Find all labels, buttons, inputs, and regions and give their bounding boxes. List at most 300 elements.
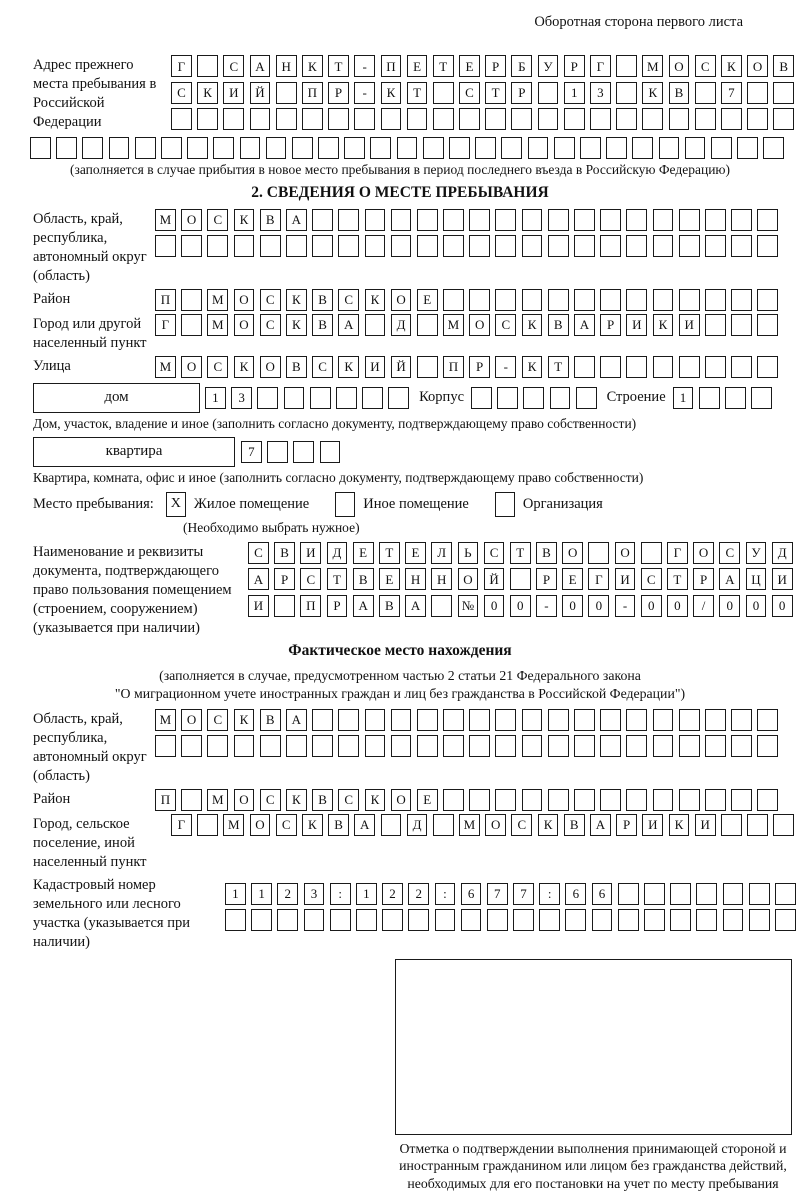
char-cell[interactable]: В <box>669 82 690 104</box>
char-cell[interactable] <box>653 356 674 378</box>
char-cell[interactable]: П <box>300 595 321 617</box>
char-cell[interactable] <box>574 356 595 378</box>
char-cell[interactable]: 2 <box>277 883 298 905</box>
char-cell[interactable] <box>187 137 208 159</box>
char-cell[interactable]: 0 <box>746 595 767 617</box>
char-cell[interactable]: Г <box>171 55 192 77</box>
char-cell[interactable]: Г <box>667 542 688 564</box>
char-cell[interactable] <box>312 235 333 257</box>
char-cell[interactable]: К <box>286 314 307 336</box>
char-cell[interactable] <box>679 735 700 757</box>
char-cell[interactable] <box>653 289 674 311</box>
char-cell[interactable] <box>757 789 778 811</box>
char-cell[interactable] <box>362 387 383 409</box>
char-cell[interactable]: О <box>669 55 690 77</box>
char-cell[interactable] <box>382 909 403 931</box>
char-cell[interactable]: О <box>391 789 412 811</box>
char-cell[interactable]: О <box>181 709 202 731</box>
char-cell[interactable]: Р <box>564 55 585 77</box>
char-cell[interactable]: Г <box>588 568 609 590</box>
char-cell[interactable] <box>731 709 752 731</box>
char-cell[interactable] <box>600 356 621 378</box>
char-cell[interactable]: С <box>300 568 321 590</box>
char-cell[interactable] <box>679 709 700 731</box>
char-cell[interactable] <box>417 735 438 757</box>
char-cell[interactable] <box>338 735 359 757</box>
char-cell[interactable] <box>522 789 543 811</box>
char-cell[interactable]: - <box>615 595 636 617</box>
char-cell[interactable]: Т <box>667 568 688 590</box>
char-cell[interactable] <box>338 235 359 257</box>
char-cell[interactable]: 0 <box>719 595 740 617</box>
char-cell[interactable]: Е <box>417 789 438 811</box>
char-cell[interactable]: М <box>443 314 464 336</box>
prev-address-cells-row-2[interactable] <box>171 82 794 104</box>
char-cell[interactable] <box>731 235 752 257</box>
char-cell[interactable] <box>653 735 674 757</box>
char-cell[interactable]: С <box>338 289 359 311</box>
checkbox-organization[interactable] <box>495 492 515 517</box>
char-cell[interactable] <box>391 235 412 257</box>
char-cell[interactable]: М <box>642 55 663 77</box>
char-cell[interactable] <box>653 235 674 257</box>
char-cell[interactable]: 0 <box>510 595 531 617</box>
char-cell[interactable]: К <box>234 209 255 231</box>
char-cell[interactable] <box>449 137 470 159</box>
char-cell[interactable]: К <box>365 289 386 311</box>
char-cell[interactable] <box>574 209 595 231</box>
char-cell[interactable]: Р <box>328 82 349 104</box>
char-cell[interactable] <box>554 137 575 159</box>
char-cell[interactable] <box>749 883 770 905</box>
char-cell[interactable]: О <box>260 356 281 378</box>
char-cell[interactable]: С <box>207 709 228 731</box>
char-cell[interactable] <box>433 82 454 104</box>
char-cell[interactable] <box>747 82 768 104</box>
char-cell[interactable] <box>286 235 307 257</box>
char-cell[interactable] <box>501 137 522 159</box>
char-cell[interactable]: О <box>458 568 479 590</box>
document-cells-row-3[interactable] <box>248 595 793 617</box>
char-cell[interactable] <box>653 709 674 731</box>
char-cell[interactable]: О <box>693 542 714 564</box>
char-cell[interactable]: Р <box>693 568 714 590</box>
region-2-cells-row-2[interactable] <box>155 735 778 757</box>
char-cell[interactable] <box>548 789 569 811</box>
char-cell[interactable]: В <box>564 814 585 836</box>
district-cells-row[interactable] <box>155 289 778 311</box>
char-cell[interactable]: - <box>536 595 557 617</box>
char-cell[interactable]: В <box>274 542 295 564</box>
char-cell[interactable]: И <box>300 542 321 564</box>
char-cell[interactable]: К <box>669 814 690 836</box>
char-cell[interactable] <box>388 387 409 409</box>
char-cell[interactable]: И <box>365 356 386 378</box>
char-cell[interactable]: К <box>642 82 663 104</box>
char-cell[interactable] <box>365 209 386 231</box>
char-cell[interactable]: Р <box>616 814 637 836</box>
char-cell[interactable]: С <box>260 314 281 336</box>
char-cell[interactable] <box>574 289 595 311</box>
char-cell[interactable]: - <box>354 55 375 77</box>
apartment-cells[interactable] <box>241 441 340 463</box>
char-cell[interactable] <box>181 235 202 257</box>
char-cell[interactable]: Ц <box>746 568 767 590</box>
char-cell[interactable]: : <box>330 883 351 905</box>
char-cell[interactable]: Й <box>391 356 412 378</box>
char-cell[interactable]: Ь <box>458 542 479 564</box>
char-cell[interactable] <box>731 209 752 231</box>
char-cell[interactable]: И <box>695 814 716 836</box>
char-cell[interactable]: В <box>536 542 557 564</box>
char-cell[interactable] <box>723 909 744 931</box>
char-cell[interactable]: А <box>354 814 375 836</box>
char-cell[interactable] <box>250 108 271 130</box>
char-cell[interactable] <box>469 789 490 811</box>
char-cell[interactable]: С <box>260 789 281 811</box>
char-cell[interactable]: С <box>276 814 297 836</box>
char-cell[interactable]: А <box>574 314 595 336</box>
char-cell[interactable] <box>705 356 726 378</box>
char-cell[interactable]: О <box>234 289 255 311</box>
char-cell[interactable]: - <box>495 356 516 378</box>
char-cell[interactable] <box>705 789 726 811</box>
char-cell[interactable]: А <box>405 595 426 617</box>
char-cell[interactable] <box>485 108 506 130</box>
char-cell[interactable] <box>274 595 295 617</box>
char-cell[interactable] <box>328 108 349 130</box>
char-cell[interactable]: О <box>469 314 490 336</box>
char-cell[interactable]: С <box>338 789 359 811</box>
char-cell[interactable]: С <box>248 542 269 564</box>
char-cell[interactable] <box>522 709 543 731</box>
char-cell[interactable] <box>330 909 351 931</box>
char-cell[interactable]: С <box>171 82 192 104</box>
char-cell[interactable]: С <box>511 814 532 836</box>
char-cell[interactable] <box>320 441 341 463</box>
char-cell[interactable] <box>469 209 490 231</box>
char-cell[interactable]: К <box>286 789 307 811</box>
char-cell[interactable] <box>600 789 621 811</box>
char-cell[interactable]: 0 <box>588 595 609 617</box>
char-cell[interactable]: Е <box>459 55 480 77</box>
char-cell[interactable] <box>696 883 717 905</box>
house-number-cells[interactable] <box>205 387 409 409</box>
char-cell[interactable] <box>417 314 438 336</box>
char-cell[interactable]: Е <box>417 289 438 311</box>
char-cell[interactable] <box>171 108 192 130</box>
char-cell[interactable] <box>749 909 770 931</box>
char-cell[interactable]: И <box>679 314 700 336</box>
char-cell[interactable]: О <box>562 542 583 564</box>
region-2-cells-row-1[interactable] <box>155 709 778 731</box>
char-cell[interactable] <box>197 55 218 77</box>
char-cell[interactable] <box>135 137 156 159</box>
city-2-cells-row[interactable] <box>171 814 794 836</box>
char-cell[interactable] <box>370 137 391 159</box>
char-cell[interactable] <box>538 108 559 130</box>
char-cell[interactable]: : <box>539 883 560 905</box>
char-cell[interactable] <box>548 735 569 757</box>
char-cell[interactable] <box>276 108 297 130</box>
char-cell[interactable] <box>408 909 429 931</box>
char-cell[interactable] <box>391 209 412 231</box>
stroenie-cells[interactable] <box>673 387 772 409</box>
char-cell[interactable]: И <box>642 814 663 836</box>
char-cell[interactable] <box>757 209 778 231</box>
char-cell[interactable]: О <box>181 356 202 378</box>
char-cell[interactable] <box>685 137 706 159</box>
char-cell[interactable]: 1 <box>673 387 694 409</box>
char-cell[interactable] <box>495 735 516 757</box>
char-cell[interactable]: Т <box>328 55 349 77</box>
char-cell[interactable] <box>417 709 438 731</box>
char-cell[interactable] <box>775 909 796 931</box>
char-cell[interactable] <box>574 235 595 257</box>
char-cell[interactable] <box>600 709 621 731</box>
char-cell[interactable] <box>511 108 532 130</box>
char-cell[interactable]: Р <box>485 55 506 77</box>
char-cell[interactable]: Е <box>562 568 583 590</box>
char-cell[interactable]: О <box>615 542 636 564</box>
char-cell[interactable]: Л <box>431 542 452 564</box>
char-cell[interactable] <box>679 289 700 311</box>
char-cell[interactable] <box>737 137 758 159</box>
char-cell[interactable] <box>260 235 281 257</box>
char-cell[interactable]: В <box>379 595 400 617</box>
char-cell[interactable]: Г <box>155 314 176 336</box>
char-cell[interactable] <box>495 289 516 311</box>
char-cell[interactable]: М <box>459 814 480 836</box>
char-cell[interactable] <box>626 209 647 231</box>
char-cell[interactable] <box>365 314 386 336</box>
char-cell[interactable] <box>155 235 176 257</box>
char-cell[interactable] <box>731 789 752 811</box>
char-cell[interactable] <box>344 137 365 159</box>
char-cell[interactable]: 6 <box>565 883 586 905</box>
char-cell[interactable] <box>495 789 516 811</box>
char-cell[interactable]: Т <box>407 82 428 104</box>
char-cell[interactable] <box>590 108 611 130</box>
korpus-cells[interactable] <box>471 387 597 409</box>
district-2-cells-row[interactable] <box>155 789 778 811</box>
char-cell[interactable] <box>181 789 202 811</box>
char-cell[interactable]: 7 <box>487 883 508 905</box>
char-cell[interactable]: С <box>207 209 228 231</box>
char-cell[interactable] <box>433 108 454 130</box>
prev-address-cells-row-3[interactable] <box>171 108 794 130</box>
char-cell[interactable]: У <box>538 55 559 77</box>
char-cell[interactable]: В <box>312 289 333 311</box>
char-cell[interactable] <box>513 909 534 931</box>
char-cell[interactable] <box>618 909 639 931</box>
char-cell[interactable] <box>751 387 772 409</box>
char-cell[interactable] <box>267 441 288 463</box>
char-cell[interactable] <box>197 108 218 130</box>
char-cell[interactable]: Р <box>536 568 557 590</box>
char-cell[interactable] <box>757 289 778 311</box>
char-cell[interactable] <box>381 814 402 836</box>
char-cell[interactable] <box>312 735 333 757</box>
char-cell[interactable]: П <box>302 82 323 104</box>
char-cell[interactable] <box>181 735 202 757</box>
char-cell[interactable] <box>616 82 637 104</box>
char-cell[interactable] <box>365 235 386 257</box>
char-cell[interactable] <box>495 209 516 231</box>
char-cell[interactable] <box>469 235 490 257</box>
char-cell[interactable] <box>497 387 518 409</box>
char-cell[interactable]: 0 <box>641 595 662 617</box>
char-cell[interactable] <box>679 235 700 257</box>
char-cell[interactable] <box>626 709 647 731</box>
char-cell[interactable]: Е <box>353 542 374 564</box>
char-cell[interactable] <box>548 289 569 311</box>
document-cells-row-2[interactable] <box>248 568 793 590</box>
checkbox-residential[interactable]: X <box>166 492 186 517</box>
char-cell[interactable] <box>286 735 307 757</box>
char-cell[interactable]: О <box>250 814 271 836</box>
char-cell[interactable]: 0 <box>562 595 583 617</box>
char-cell[interactable] <box>397 137 418 159</box>
char-cell[interactable] <box>731 314 752 336</box>
char-cell[interactable] <box>679 356 700 378</box>
char-cell[interactable]: Т <box>327 568 348 590</box>
char-cell[interactable] <box>443 735 464 757</box>
char-cell[interactable]: И <box>248 595 269 617</box>
char-cell[interactable] <box>574 735 595 757</box>
char-cell[interactable]: О <box>181 209 202 231</box>
checkbox-other-premises[interactable] <box>335 492 355 517</box>
char-cell[interactable]: И <box>772 568 793 590</box>
char-cell[interactable]: А <box>353 595 374 617</box>
char-cell[interactable]: 6 <box>592 883 613 905</box>
char-cell[interactable]: № <box>458 595 479 617</box>
char-cell[interactable] <box>670 883 691 905</box>
char-cell[interactable]: К <box>522 356 543 378</box>
char-cell[interactable]: В <box>353 568 374 590</box>
char-cell[interactable]: 0 <box>484 595 505 617</box>
char-cell[interactable]: - <box>354 82 375 104</box>
char-cell[interactable]: Н <box>405 568 426 590</box>
char-cell[interactable]: Г <box>590 55 611 77</box>
char-cell[interactable] <box>181 314 202 336</box>
char-cell[interactable]: К <box>365 789 386 811</box>
char-cell[interactable]: О <box>391 289 412 311</box>
char-cell[interactable]: В <box>260 209 281 231</box>
char-cell[interactable]: Р <box>469 356 490 378</box>
char-cell[interactable]: К <box>234 709 255 731</box>
char-cell[interactable] <box>580 137 601 159</box>
char-cell[interactable]: В <box>286 356 307 378</box>
char-cell[interactable]: Е <box>407 55 428 77</box>
char-cell[interactable] <box>705 709 726 731</box>
char-cell[interactable]: Й <box>250 82 271 104</box>
char-cell[interactable]: М <box>155 356 176 378</box>
char-cell[interactable] <box>310 387 331 409</box>
char-cell[interactable] <box>523 387 544 409</box>
char-cell[interactable] <box>548 709 569 731</box>
char-cell[interactable] <box>461 909 482 931</box>
char-cell[interactable] <box>223 108 244 130</box>
region-cells-row-1[interactable] <box>155 209 778 231</box>
char-cell[interactable] <box>669 108 690 130</box>
char-cell[interactable] <box>642 108 663 130</box>
char-cell[interactable] <box>475 137 496 159</box>
char-cell[interactable]: С <box>260 289 281 311</box>
char-cell[interactable] <box>469 709 490 731</box>
char-cell[interactable] <box>431 595 452 617</box>
char-cell[interactable]: В <box>260 709 281 731</box>
char-cell[interactable] <box>705 235 726 257</box>
char-cell[interactable] <box>723 883 744 905</box>
char-cell[interactable] <box>773 108 794 130</box>
char-cell[interactable] <box>225 909 246 931</box>
char-cell[interactable]: К <box>538 814 559 836</box>
char-cell[interactable]: В <box>312 789 333 811</box>
char-cell[interactable] <box>495 709 516 731</box>
char-cell[interactable]: О <box>485 814 506 836</box>
char-cell[interactable] <box>82 137 103 159</box>
char-cell[interactable] <box>417 209 438 231</box>
char-cell[interactable]: И <box>223 82 244 104</box>
char-cell[interactable]: Т <box>379 542 400 564</box>
char-cell[interactable] <box>266 137 287 159</box>
char-cell[interactable] <box>775 883 796 905</box>
char-cell[interactable]: К <box>721 55 742 77</box>
char-cell[interactable]: Д <box>772 542 793 564</box>
char-cell[interactable] <box>155 735 176 757</box>
char-cell[interactable] <box>711 137 732 159</box>
char-cell[interactable]: 7 <box>721 82 742 104</box>
char-cell[interactable] <box>670 909 691 931</box>
char-cell[interactable] <box>56 137 77 159</box>
char-cell[interactable]: Р <box>274 568 295 590</box>
char-cell[interactable] <box>653 209 674 231</box>
char-cell[interactable] <box>495 235 516 257</box>
char-cell[interactable] <box>443 709 464 731</box>
char-cell[interactable] <box>659 137 680 159</box>
char-cell[interactable] <box>292 137 313 159</box>
street-cells-row[interactable] <box>155 356 778 378</box>
char-cell[interactable] <box>695 108 716 130</box>
char-cell[interactable] <box>213 137 234 159</box>
prev-address-cells-row-1[interactable] <box>171 55 794 77</box>
char-cell[interactable] <box>626 235 647 257</box>
char-cell[interactable] <box>302 108 323 130</box>
char-cell[interactable] <box>471 387 492 409</box>
char-cell[interactable]: У <box>746 542 767 564</box>
char-cell[interactable] <box>695 82 716 104</box>
char-cell[interactable] <box>747 108 768 130</box>
char-cell[interactable] <box>731 289 752 311</box>
char-cell[interactable] <box>618 883 639 905</box>
char-cell[interactable] <box>391 735 412 757</box>
char-cell[interactable] <box>699 387 720 409</box>
char-cell[interactable] <box>522 209 543 231</box>
char-cell[interactable] <box>161 137 182 159</box>
char-cell[interactable]: / <box>693 595 714 617</box>
char-cell[interactable]: А <box>338 314 359 336</box>
char-cell[interactable]: А <box>286 709 307 731</box>
char-cell[interactable]: Т <box>485 82 506 104</box>
char-cell[interactable] <box>757 235 778 257</box>
apartment-type-box[interactable]: квартира <box>33 437 235 467</box>
char-cell[interactable]: Д <box>327 542 348 564</box>
char-cell[interactable]: А <box>250 55 271 77</box>
char-cell[interactable] <box>528 137 549 159</box>
char-cell[interactable] <box>433 814 454 836</box>
char-cell[interactable] <box>234 235 255 257</box>
